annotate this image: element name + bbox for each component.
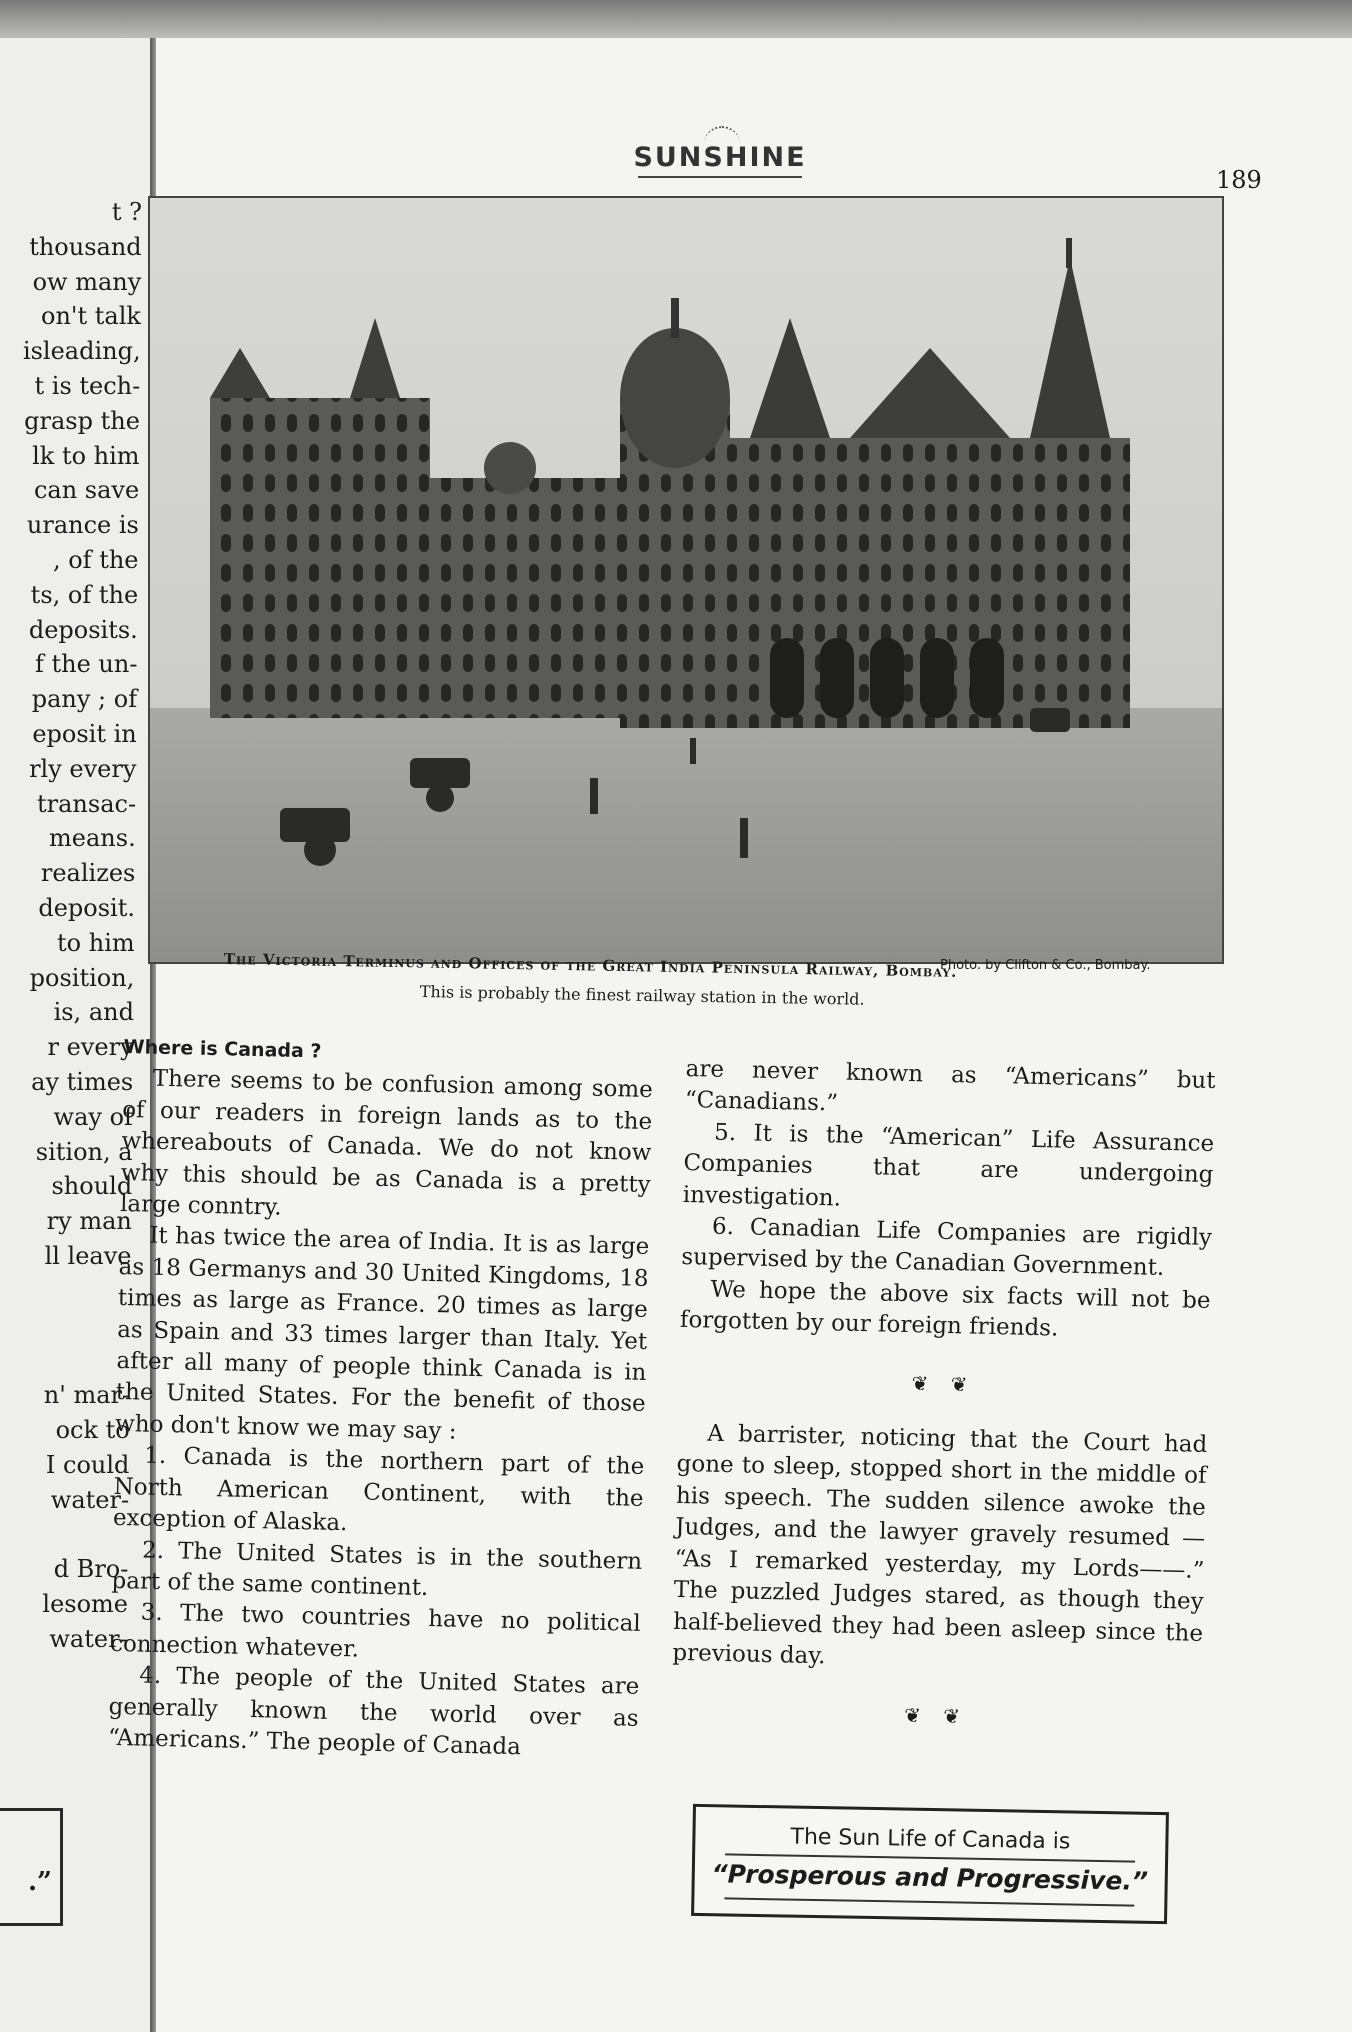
article-paragraph: We hope the above six facts will not be forgotten by our foreign friends.	[679, 1276, 1211, 1342]
article-list-item: 3. The two countries have no political connection whatever.	[109, 1599, 641, 1663]
article-list-item: 2. The United States is in the southern part of the same continent.	[111, 1537, 643, 1601]
article-heading: Where is Canada ?	[123, 1035, 322, 1063]
article-paragraph: are never known as “Americans” but “Canadians.”	[684, 1055, 1216, 1117]
photo-caption-title: The Victoria Terminus and Offices of the Great India Peninsula Railway, Bombay.	[223, 950, 958, 981]
photo-caption-subtitle: This is probably the finest railway station in the world.	[419, 982, 865, 1009]
victoria-terminus-illustration	[150, 198, 1222, 962]
previous-page-line: can save	[33, 476, 140, 505]
previous-page-line: ow many	[32, 267, 142, 296]
previous-page-line: on't talk	[41, 302, 141, 331]
previous-page-line: ts, of the	[30, 580, 139, 609]
previous-page-line: is, and	[53, 998, 134, 1027]
previous-page-line: sition, a	[35, 1137, 133, 1166]
previous-page-line: d Bro-	[53, 1555, 129, 1584]
previous-page-line: lesome	[42, 1590, 128, 1618]
previous-page-line: I could	[45, 1450, 130, 1479]
article-list-item: 6. Canadian Life Companies are rigidly supervised by the Canadian Government.	[681, 1213, 1213, 1282]
previous-page-line: , of the	[52, 546, 139, 574]
previous-page-line: urance is	[26, 511, 139, 540]
previous-page-line: position,	[29, 963, 135, 992]
previous-page-line: thousand	[29, 232, 142, 261]
previous-page-line: realizes	[40, 859, 136, 888]
previous-page-line: ay times	[31, 1068, 134, 1096]
article-list-item: 4. The people of the United States are generally known the world over as “Americans.” The people of Canada	[107, 1662, 640, 1761]
fleuron-ornament: ❦ ❦	[903, 1703, 969, 1729]
article-column-right	[670, 1054, 1216, 1763]
article-paragraph: There seems to be confusion among some of our readers in foreign lands as to the whereabouts of Canada. We do not know why this should be as Canada is a pretty large conntry.	[119, 1066, 654, 1221]
previous-page-line: should	[51, 1172, 133, 1201]
previous-page-line: to him	[57, 928, 135, 957]
article-list-item: 1. Canada is the northern part of the North American Continent, with the exception of Alaska.	[112, 1442, 645, 1537]
article-paragraph: It has twice the area of India. It is as large as 18 Germanys and 30 United Kingdoms, 18 times as large as France. 20 times as large as Spain and 33 times larger than Italy. Yet after all many of people think Canada is in the United States. For the benefit of those who don't know we may say :	[114, 1223, 650, 1445]
previous-page-line: transac-	[37, 789, 137, 818]
previous-page-line: deposits.	[28, 615, 138, 644]
masthead-title: SUNSHINE	[633, 142, 807, 173]
article-column-left	[108, 1032, 654, 1766]
ad-line-2: “Prosperous and Progressive.”	[711, 1859, 1149, 1896]
previous-page-line: f the un-	[34, 650, 138, 679]
previous-page-line: rly every	[29, 754, 137, 783]
previous-page-line: t ?	[111, 198, 142, 226]
previous-page-line: ock to	[55, 1416, 130, 1444]
scan-edge	[0, 0, 1352, 38]
previous-page-line: eposit in	[32, 720, 137, 748]
fleuron-ornament: ❦ ❦	[911, 1370, 976, 1397]
previous-page-line: isleading,	[22, 337, 141, 366]
previous-page-line: lk to him	[32, 441, 140, 470]
sun-life-ad-box	[691, 1804, 1169, 1924]
previous-page-line: way of	[53, 1102, 133, 1131]
page-number: 189	[1216, 166, 1262, 194]
photo-credit: Photo. by Clifton & Co., Bombay.	[940, 958, 1151, 973]
previous-page-line: water-	[49, 1624, 128, 1653]
anecdote-paragraph: A barrister, noticing that the Court had gone to sleep, stopped short in the middle of his speech. The sudden silence awoke the Judges, and the lawyer gravely resumed — “As I remarked yesterday, my Lords——.” The puzzled Judges stared, as though they half-believed they had been asleep since the previous day.	[672, 1420, 1208, 1670]
previous-page-line: pany ; of	[31, 685, 138, 714]
masthead	[632, 142, 808, 180]
previous-page-ad-text: .”	[27, 1867, 52, 1897]
station-photo	[148, 196, 1224, 964]
ad-rule	[724, 1897, 1134, 1906]
previous-page-line: t is tech-	[34, 372, 141, 400]
ad-line-1: The Sun Life of Canada is	[790, 1824, 1071, 1855]
masthead-rule	[638, 176, 802, 178]
previous-page-line: ry man	[46, 1207, 132, 1236]
previous-page-ad-box	[0, 1808, 63, 1926]
previous-page-line: r every	[47, 1033, 134, 1062]
previous-page-line: grasp the	[24, 406, 140, 435]
previous-page-line: means.	[49, 824, 136, 853]
previous-page-line: water-	[50, 1485, 130, 1514]
previous-page-line: deposit.	[38, 894, 135, 922]
previous-page-line: ll leave	[44, 1242, 132, 1270]
previous-page-line: n' mar-	[43, 1381, 131, 1410]
article-list-item: 5. It is the “American” Life Assurance Companies that are undergoing investigation.	[682, 1119, 1215, 1212]
